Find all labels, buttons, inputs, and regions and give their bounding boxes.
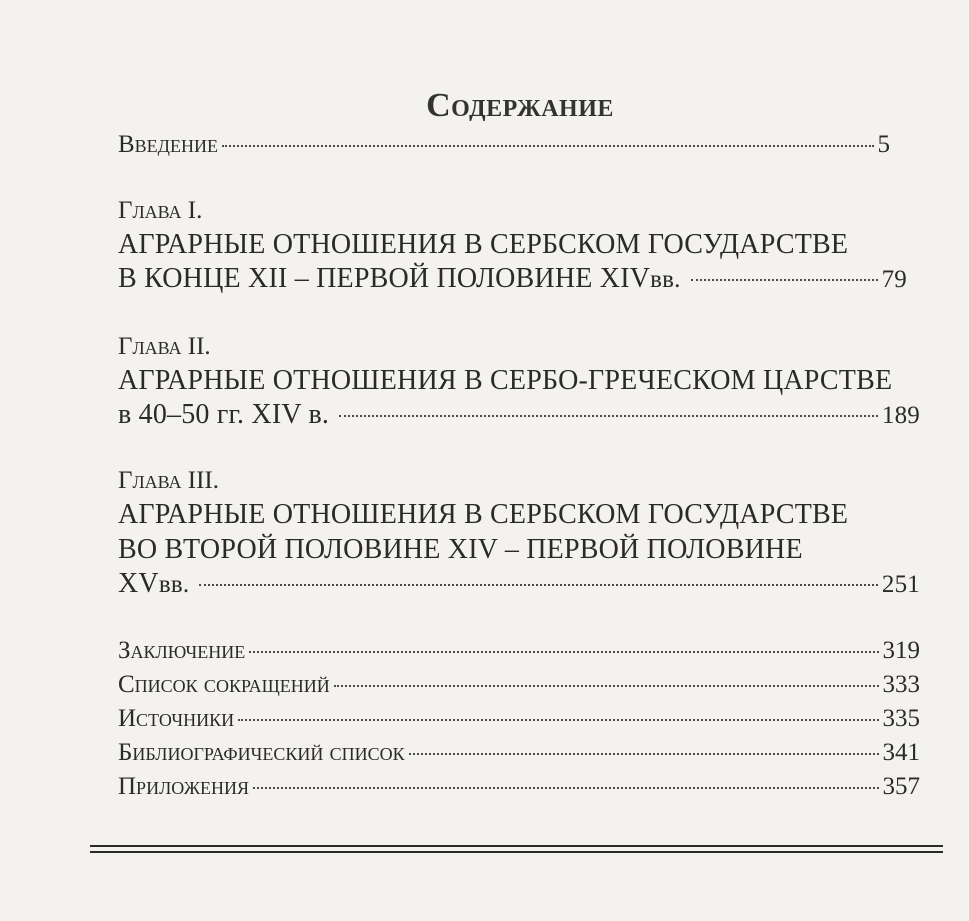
dot-leader	[199, 584, 878, 586]
chapter-3-title-last-line[interactable]	[118, 567, 920, 602]
chapter-3-title-text: XV	[118, 568, 159, 599]
toc-page-number: 333	[882, 671, 920, 698]
toc-entry-label: Приложения	[118, 773, 249, 800]
chapter-3-title-line[interactable]: АГРАРНЫЕ ОТНОШЕНИЯ В СЕРБСКОМ ГОСУДАРСТВЕ	[118, 499, 849, 530]
toc-entry-abbreviations[interactable]	[118, 670, 920, 700]
dot-leader	[249, 651, 878, 653]
toc-page-number: 189	[881, 402, 920, 429]
dot-leader	[238, 719, 878, 721]
chapter-3-title-line[interactable]: ВО ВТОРОЙ ПОЛОВИНЕ XIV – ПЕРВОЙ ПОЛОВИНЕ	[118, 534, 803, 565]
bottom-rule-lower	[90, 851, 943, 853]
toc-page-number: 79	[881, 266, 907, 293]
toc-entry-bibliography[interactable]	[118, 738, 920, 768]
dot-leader	[691, 279, 878, 281]
dot-leader	[334, 685, 879, 687]
chapter-2-title-last-line[interactable]	[118, 398, 920, 433]
dot-leader	[222, 145, 874, 147]
toc-page-number: 357	[882, 773, 920, 800]
chapter-2-title-text: в 40–50 гг. XIV в.	[118, 399, 330, 430]
toc-page-number: 5	[877, 131, 890, 158]
chapter-1-title-line[interactable]: АГРАРНЫЕ ОТНОШЕНИЯ В СЕРБСКОМ ГОСУДАРСТВЕ	[118, 229, 849, 260]
chapter-2-title-line[interactable]: АГРАРНЫЕ ОТНОШЕНИЯ В СЕРБО-ГРЕЧЕСКОМ ЦАРСТВЕ	[118, 365, 893, 396]
toc-page-number: 251	[881, 571, 920, 598]
chapter-3-label: Глава III.	[118, 467, 220, 494]
toc-entry-sources[interactable]	[118, 704, 920, 734]
toc-entry-label: Заключение	[118, 637, 246, 664]
toc-page-number: 319	[882, 637, 920, 664]
chapter-1-title-last-line[interactable]	[118, 262, 907, 297]
toc-entry-label: Источники	[118, 705, 235, 732]
toc-entry-label: Список сокращений	[118, 671, 330, 698]
chapter-1-title-tail: вв.	[650, 266, 681, 293]
toc-entry-conclusion[interactable]	[118, 636, 920, 666]
toc-entry-appendices[interactable]	[118, 772, 920, 802]
dot-leader	[339, 415, 878, 417]
toc-entry-label: Введение	[118, 131, 218, 158]
toc-entry-label: Библиографический список	[118, 739, 405, 766]
page-title: Содержание	[426, 87, 614, 124]
toc-page-number: 335	[882, 705, 920, 732]
chapter-2-label: Глава II.	[118, 333, 211, 360]
chapter-3-title-tail: вв.	[158, 571, 190, 598]
chapter-1-title-text: В КОНЦЕ XII – ПЕРВОЙ ПОЛОВИНЕ XIV	[118, 263, 651, 294]
dot-leader	[253, 787, 879, 789]
toc-entry-intro[interactable]	[118, 130, 890, 160]
dot-leader	[409, 753, 879, 755]
toc-page-number: 341	[882, 739, 920, 766]
chapter-1-label: Глава I.	[118, 197, 203, 224]
bottom-rule-upper	[90, 845, 943, 847]
